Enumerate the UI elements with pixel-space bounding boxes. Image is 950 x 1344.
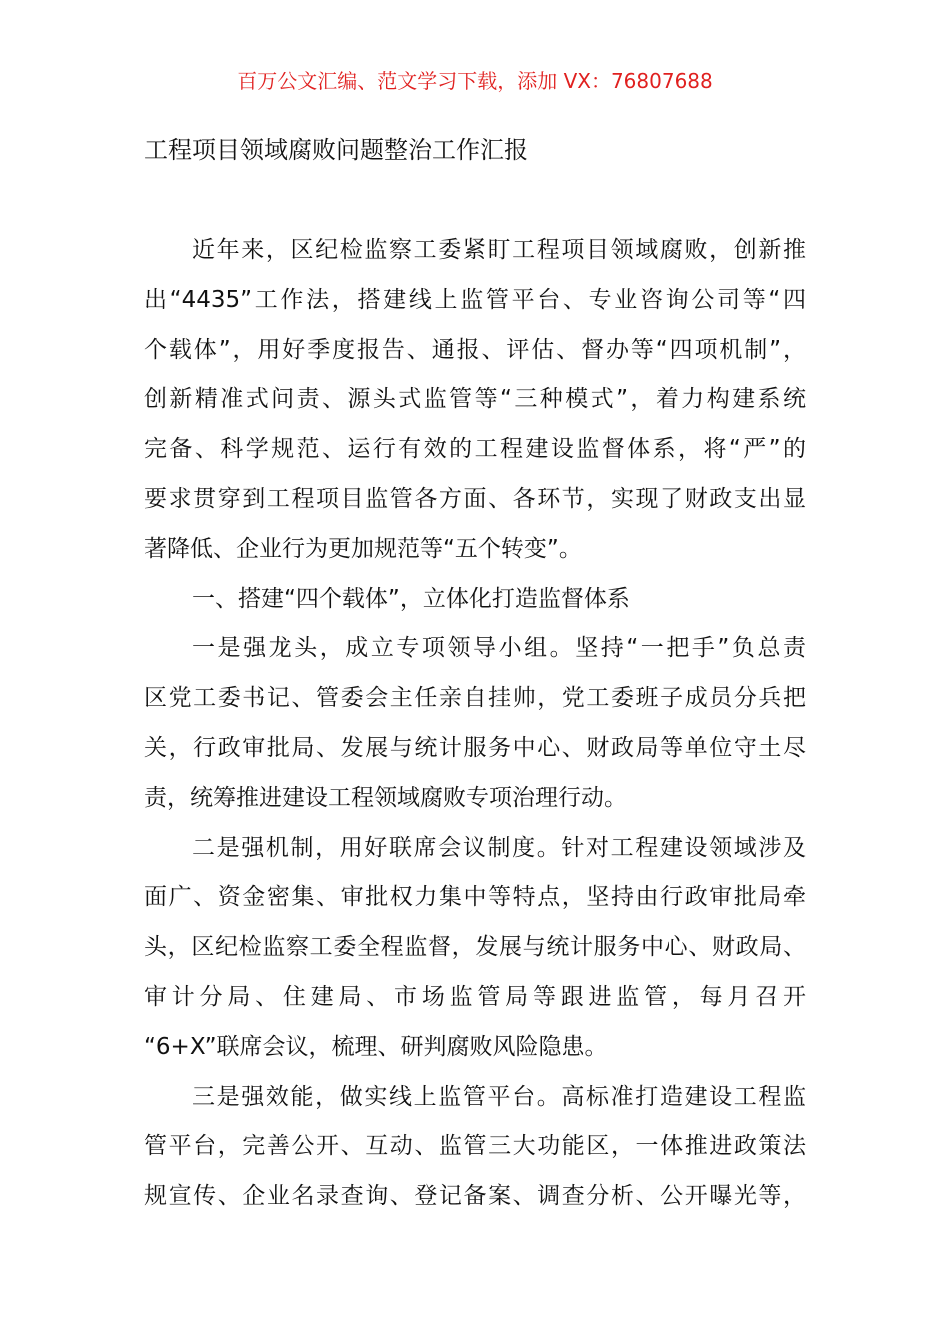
text-line: 完备、科学规范、运行有效的工程建设监督体系，将“严”的 (144, 436, 806, 463)
text-line: 二是强机制，用好联席会议制度。针对工程建设领域涉及 (192, 834, 806, 861)
text-line: 著降低、企业行为更加规范等“五个转变”。 (144, 535, 582, 562)
text-line: 关，行政审批局、发展与统计服务中心、财政局等单位守土尽 (144, 734, 806, 761)
text-line: 区党工委书记、管委会主任亲自挂帅，党工委班子成员分兵把 (144, 685, 806, 712)
text-line: 近年来，区纪检监察工委紧盯工程项目领域腐败，创新推 (192, 237, 806, 263)
text-line: 审计分局、住建局、市场监管局等跟进监管，每月召开 (144, 983, 806, 1010)
text-line: 一是强龙头，成立专项领导小组。坚持“一把手”负总责 (192, 635, 806, 662)
text-line: 个载体”，用好季度报告、通报、评估、督办等“四项机制”， (144, 336, 806, 363)
text-line: “6+X”联席会议，梳理、研判腐败风险隐患。 (144, 1033, 608, 1060)
text-line: 责，统筹推进建设工程领域腐败专项治理行动。 (144, 784, 627, 811)
text-line: 规宣传、企业名录查询、登记备案、调查分析、公开曝光等， (144, 1183, 806, 1210)
text-line: 一、搭建“四个载体”，立体化打造监督体系 (192, 585, 630, 612)
watermark-header: 百万公文汇编、范文学习下载，添加 VX：76807688 (237, 69, 713, 93)
text-line: 要求贯穿到工程项目监管各方面、各环节，实现了财政支出显 (144, 485, 806, 512)
text-line: 头，区纪检监察工委全程监督，发展与统计服务中心、财政局、 (144, 934, 806, 961)
text-line: 创新精准式问责、源头式监管等“三种模式”，着力构建系统 (144, 386, 806, 413)
text-line: 管平台，完善公开、互动、监管三大功能区，一体推进政策法 (144, 1133, 806, 1160)
text-line: 三是强效能，做实线上监管平台。高标准打造建设工程监 (192, 1083, 806, 1110)
document-title: 工程项目领域腐败问题整治工作汇报 (144, 136, 528, 164)
document-body (144, 226, 806, 1222)
text-line: 出“4435”工作法，搭建线上监管平台、专业咨询公司等“四 (144, 286, 806, 313)
text-line: 面广、资金密集、审批权力集中等特点，坚持由行政审批局牵 (144, 884, 806, 911)
